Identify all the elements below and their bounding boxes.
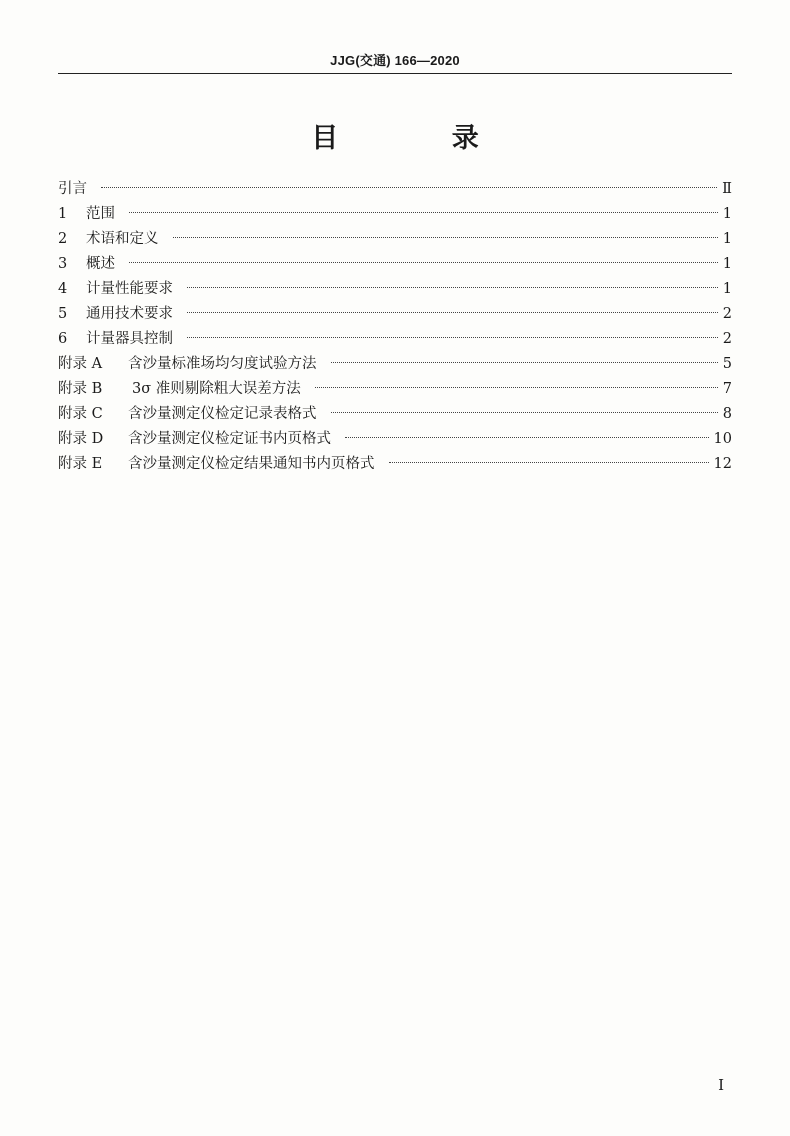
toc-entry-page: 1 [722,256,732,272]
toc-entry-title: 概述 [86,256,115,272]
toc-entry-page: 7 [722,381,732,397]
toc-entry-title: 计量器具控制 [86,331,173,347]
toc-entry-2[interactable] [58,227,732,252]
toc-entry-introduction[interactable] [58,177,732,202]
toc-entry-number: 附录 E [58,456,103,472]
toc-entry-page: 1 [722,231,732,247]
page-number: I [718,1076,724,1094]
dot-leader [187,312,718,313]
toc-entry-number: 6 [58,331,68,347]
toc-entry-6[interactable] [58,327,732,352]
toc-entry-title: 术语和定义 [86,231,159,247]
toc-entry-title: 含沙量标准场均匀度试验方法 [128,356,317,372]
toc-entry-title: 含沙量测定仪检定结果通知书内页格式 [128,456,375,472]
toc-entry-number: 3 [58,256,68,272]
toc-entry-page: 8 [722,406,732,422]
toc-entry-title: 范围 [86,206,115,222]
toc-entry-appendix-d[interactable] [58,427,732,452]
toc-entry-number: 5 [58,306,68,322]
toc-entry-appendix-b[interactable] [58,377,732,402]
toc-entry-number: 1 [58,206,68,222]
toc-entry-title: 3σ 准则剔除粗大误差方法 [132,381,301,397]
toc-entry-title: 引言 [58,181,87,197]
toc-entry-title: 通用技术要求 [86,306,173,322]
toc-entry-4[interactable] [58,277,732,302]
toc-entry-appendix-c[interactable] [58,402,732,427]
header-divider [58,73,732,74]
dot-leader [389,462,709,463]
dot-leader [187,337,718,338]
dot-leader [129,262,718,263]
toc-entry-page: 2 [722,306,732,322]
dot-leader [345,437,709,438]
toc-entry-title: 含沙量测定仪检定记录表格式 [128,406,317,422]
dot-leader [129,212,718,213]
running-header: JJG(交通) 166—2020 [330,53,460,68]
toc-entry-number: 附录 B [58,381,103,397]
toc-entry-title: 含沙量测定仪检定证书内页格式 [128,431,331,447]
toc-entry-1[interactable] [58,202,732,227]
dot-leader [173,237,718,238]
toc-entry-appendix-a[interactable] [58,352,732,377]
toc-entry-page: 2 [722,331,732,347]
toc-entry-page: 5 [722,356,732,372]
dot-leader [331,412,718,413]
toc-entry-page: 1 [722,281,732,297]
toc-entry-5[interactable] [58,302,732,327]
page-title: 目 录 [311,123,531,154]
table-of-contents [58,177,732,477]
dot-leader [187,287,718,288]
toc-entry-page: 1 [722,206,732,222]
dot-leader [101,187,717,188]
toc-entry-number: 2 [58,231,68,247]
toc-entry-number: 4 [58,281,68,297]
toc-entry-number: 附录 A [58,356,103,372]
toc-entry-3[interactable] [58,252,732,277]
toc-entry-appendix-e[interactable] [58,452,732,477]
dot-leader [315,387,718,388]
toc-entry-page: 12 [713,456,732,472]
toc-entry-number: 附录 D [58,431,104,447]
toc-entry-number: 附录 C [58,406,103,422]
toc-entry-title: 计量性能要求 [86,281,173,297]
toc-entry-page: Ⅱ [722,181,732,197]
dot-leader [331,362,718,363]
toc-entry-page: 10 [713,431,732,447]
